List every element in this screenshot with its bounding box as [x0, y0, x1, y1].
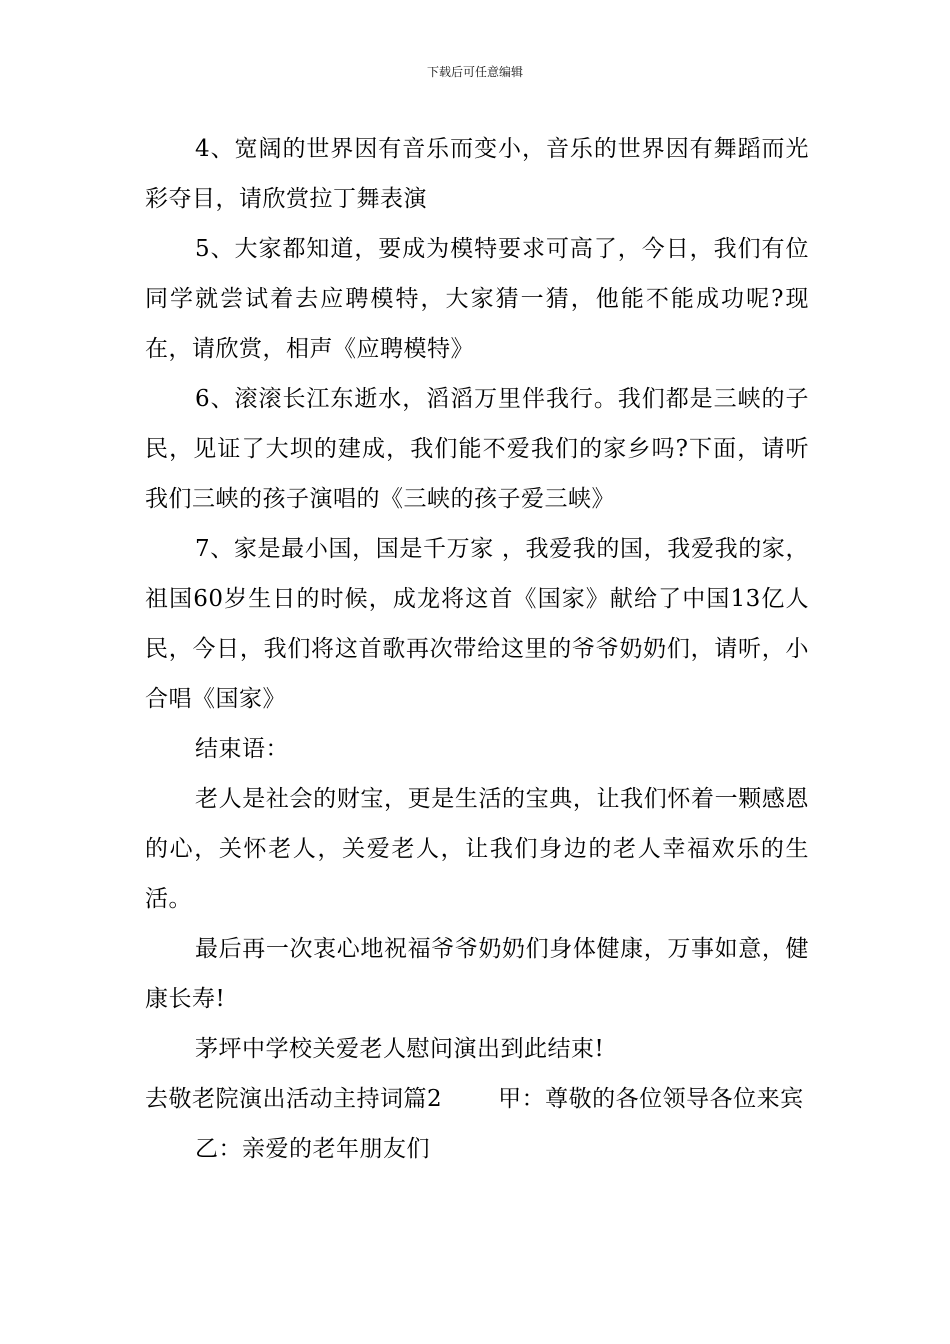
paragraph-6: 6、滚滚长江东逝水，滔滔万里伴我行。我们都是三峡的子民，见证了大坝的建成，我们能不爱我们的家乡吗?下面，请听我们三峡的孩子演唱的《三峡的孩子爱三峡》	[145, 386, 809, 512]
section-2-title: 去敬老院演出活动主持词篇2	[145, 1086, 443, 1112]
section-2-first-line: 甲：尊敬的各位领导各位来宾	[498, 1086, 804, 1112]
page-header-note: 下载后可任意编辑	[426, 65, 523, 79]
closing-paragraph-3: 茅坪中学校关爱老人慰问演出到此结束!	[195, 1036, 605, 1062]
paragraph-7: 7、家是最小国，国是千万家 ，我爱我的国，我爱我的家，祖国60岁生日的时候，成龙将这首《国家》献给了中国13亿人民，今日，我们将这首歌再次带给这里的爷爷奶奶们，请听，小合唱《国家》	[145, 536, 809, 712]
section-2-paragraph	[145, 1074, 809, 1124]
closing-paragraph-1: 老人是社会的财宝，更是生活的宝典，让我们怀着一颗感恩的心，关怀老人，关爱老人，让我们身边的老人幸福欢乐的生活。	[145, 786, 809, 912]
document-body	[145, 124, 809, 1174]
paragraph-5: 5、大家都知道，要成为模特要求可高了，今日，我们有位同学就尝试着去应聘模特，大家猜一猜，他能不能成功呢?现在，请欣赏，相声《应聘模特》	[145, 236, 809, 362]
closing-paragraph-2: 最后再一次衷心地祝福爷爷奶奶们身体健康，万事如意，健康长寿!	[145, 936, 809, 1012]
section-2-second-line: 乙：亲爱的老年朋友们	[195, 1136, 430, 1162]
closing-heading: 结束语：	[195, 736, 289, 762]
paragraph-4: 4、宽阔的世界因有音乐而变小，音乐的世界因有舞蹈而光彩夺目，请欣赏拉丁舞表演	[145, 136, 809, 212]
